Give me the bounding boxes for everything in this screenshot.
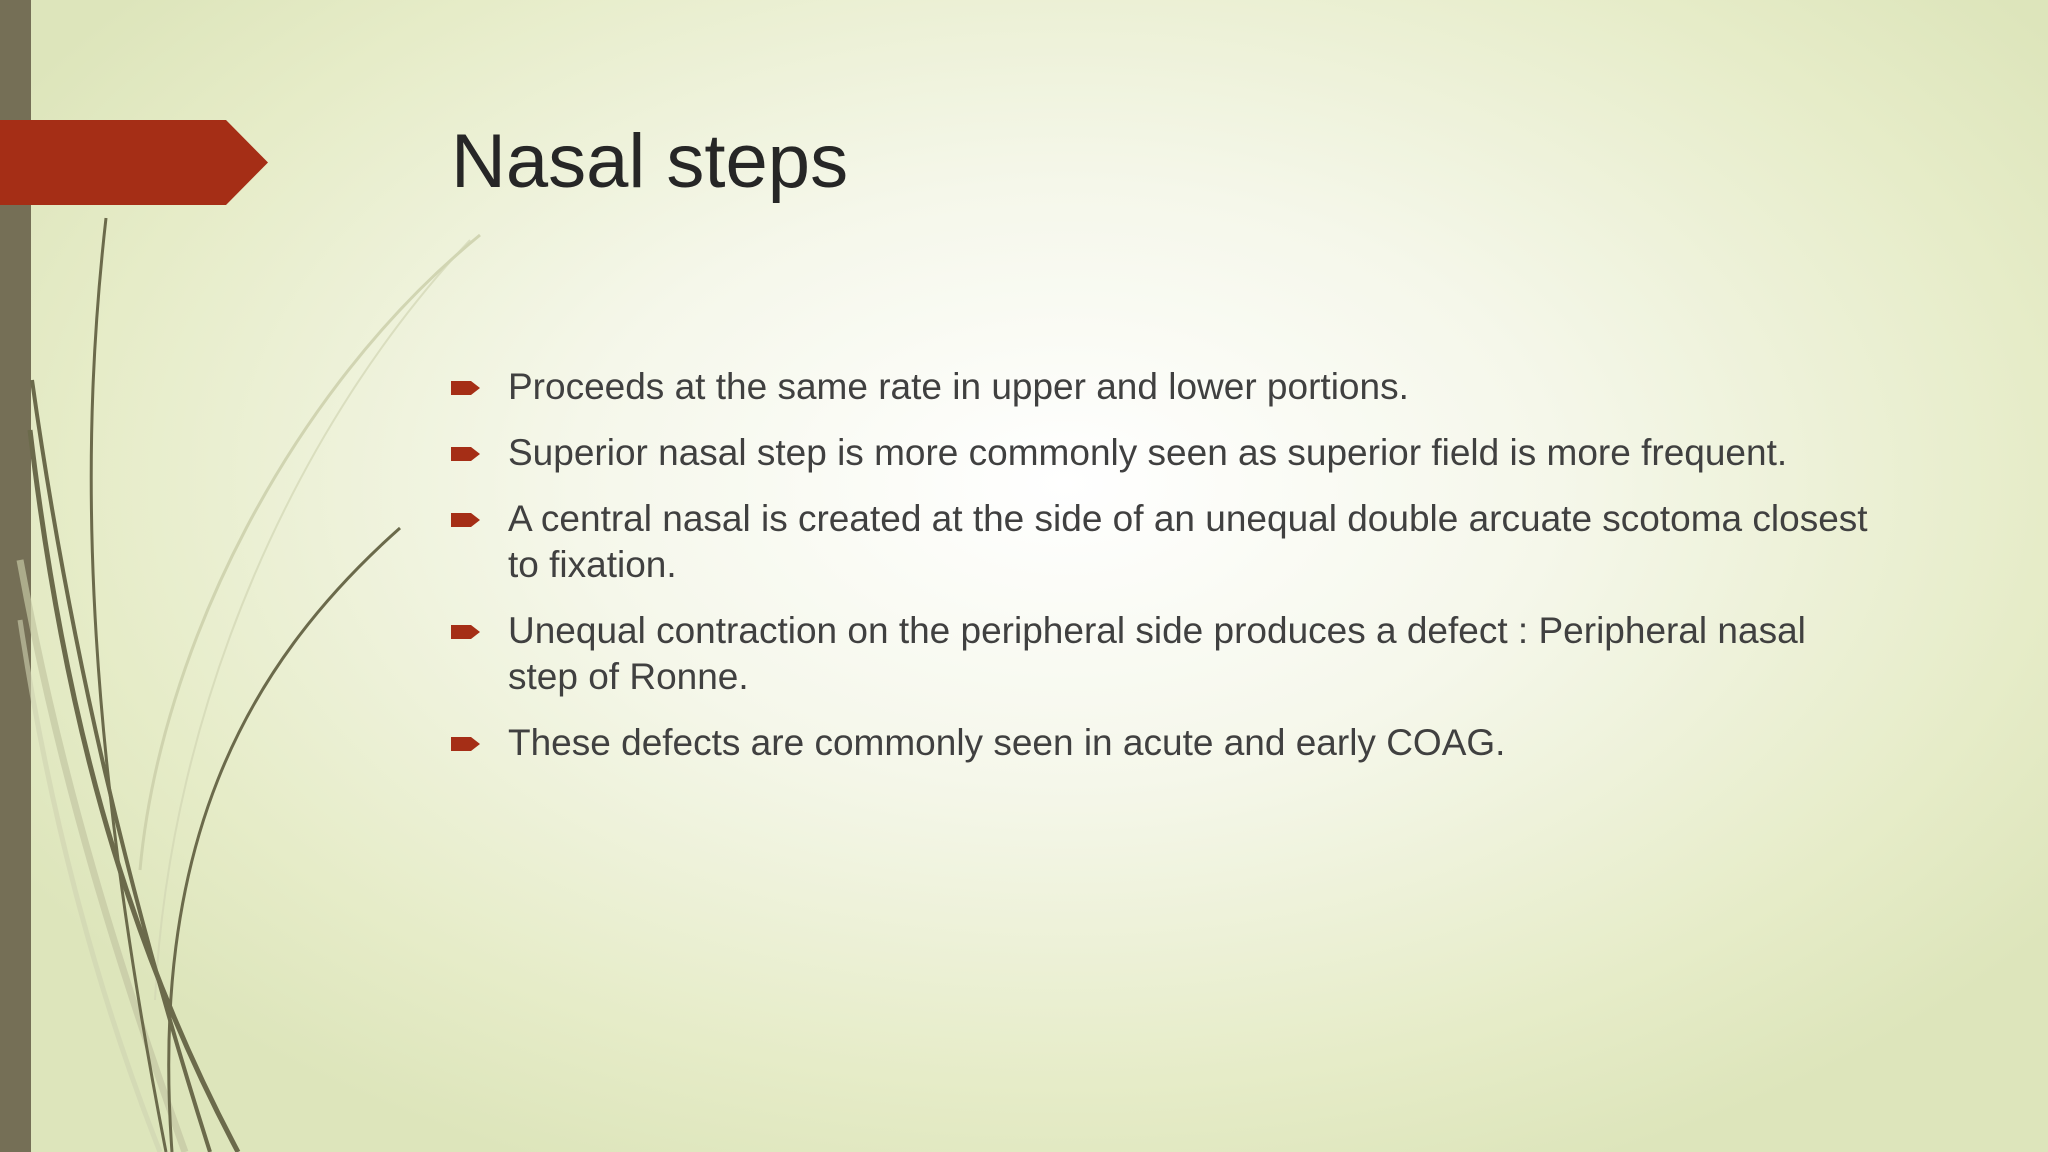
slide-title: Nasal steps xyxy=(451,119,849,204)
bullet-text: Superior nasal step is more commonly seen as superior field is more frequent. xyxy=(508,432,1788,473)
arrow-bullet-icon xyxy=(451,445,481,463)
arrow-bullet-icon xyxy=(451,735,481,753)
title-arrow-banner xyxy=(0,120,268,205)
bullet-item xyxy=(451,364,1871,410)
bullet-item xyxy=(451,496,1871,588)
bullet-item xyxy=(451,430,1871,476)
bullet-text: Unequal contraction on the peripheral side produces a defect : Peripheral nasal step of Ronne. xyxy=(508,610,1806,697)
bullet-text: These defects are commonly seen in acute and early COAG. xyxy=(508,722,1506,763)
bullet-list xyxy=(451,364,1871,786)
bullet-item xyxy=(451,608,1871,700)
bullet-text: Proceeds at the same rate in upper and lower portions. xyxy=(508,366,1409,407)
arrow-bullet-icon xyxy=(451,379,481,397)
arrow-bullet-icon xyxy=(451,511,481,529)
bullet-item xyxy=(451,720,1871,766)
arrow-bullet-icon xyxy=(451,623,481,641)
bullet-text: A central nasal is created at the side of an unequal double arcuate scotoma closest to fixation. xyxy=(508,498,1868,585)
